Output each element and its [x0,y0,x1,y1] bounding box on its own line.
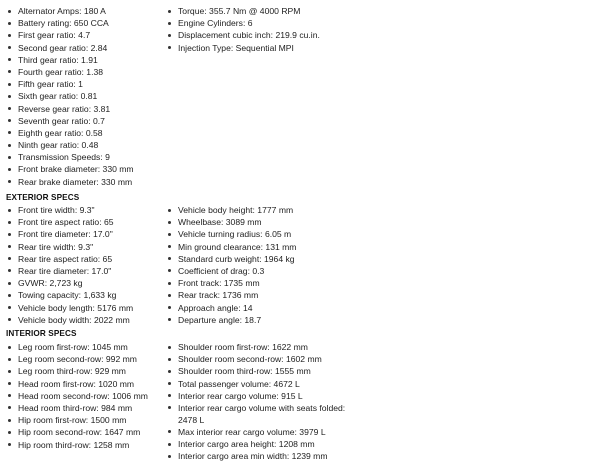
bullet-icon [8,443,11,446]
spec-text: Rear tire diameter: 17.0" [18,265,112,276]
bullet-icon [8,70,11,73]
spec-text: Hip room first-row: 1500 mm [18,415,127,426]
spec-text: Coefficient of drag: 0.3 [178,265,265,276]
bullet-icon [168,221,171,224]
spec-text: Reverse gear ratio: 3.81 [18,103,111,114]
bullet-icon [168,10,171,13]
spec-item [8,302,133,314]
spec-item [8,139,134,151]
spec-text: Seventh gear ratio: 0.7 [18,115,105,126]
spec-text: Departure angle: 18.7 [178,314,262,325]
spec-item [8,426,148,438]
bullet-icon [8,58,11,61]
spec-item [168,29,320,41]
bullet-icon [8,10,11,13]
spec-item [8,5,134,17]
spec-text: Sixth gear ratio: 0.81 [18,91,98,102]
spec-text: Min ground clearance: 131 mm [178,241,297,252]
mechanical-specs-right-list [168,5,320,54]
bullet-icon [8,209,11,212]
spec-item [168,17,320,29]
spec-text: Leg room first-row: 1045 mm [18,342,128,352]
exterior-specs-left-list [8,204,133,326]
spec-text: Head room first-row: 1020 mm [18,378,135,389]
spec-text: Third gear ratio: 1.91 [18,54,98,65]
spec-text: Front tire width: 9.3" [18,205,95,215]
bullet-icon [8,245,11,248]
spec-item [168,228,296,240]
spec-item [8,341,148,353]
spec-item [168,241,296,253]
spec-text: Interior cargo area min width: 1239 mm [178,451,328,462]
bullet-icon [168,455,171,458]
bullet-icon [8,168,11,171]
bullet-icon [168,306,171,309]
spec-item [8,115,134,127]
spec-item [168,265,296,277]
spec-text: Alternator Amps: 180 A [18,6,106,16]
spec-item [8,289,133,301]
spec-item [168,216,296,228]
spec-text: Front brake diameter: 330 mm [18,164,134,175]
bullet-icon [168,358,171,361]
spec-text: Leg room second-row: 992 mm [18,354,137,365]
spec-item [168,314,296,326]
spec-text: Interior rear cargo volume: 915 L [178,390,303,401]
spec-item [168,365,348,377]
bullet-icon [168,34,171,37]
interior-specs-heading: INTERIOR SPECS [6,329,77,338]
spec-text: Front tire diameter: 17.0" [18,229,113,240]
spec-item [8,228,133,240]
spec-item [8,127,134,139]
spec-text: Displacement cubic inch: 219.9 cu.in. [178,30,320,41]
bullet-icon [168,209,171,212]
bullet-icon [8,119,11,122]
spec-text: Ninth gear ratio: 0.48 [18,140,99,151]
bullet-icon [168,318,171,321]
spec-text: Towing capacity: 1,633 kg [18,290,117,301]
spec-text: Battery rating: 650 CCA [18,18,109,29]
spec-text: Rear brake diameter: 330 mm [18,176,133,187]
bullet-icon [8,233,11,236]
spec-item [8,253,133,265]
bullet-icon [8,419,11,422]
spec-text: Head room second-row: 1006 mm [18,390,148,401]
spec-text: Torque: 355.7 Nm @ 4000 RPM [178,6,301,16]
spec-text: First gear ratio: 4.7 [18,30,91,41]
exterior-specs-right-list [168,204,296,326]
spec-text: Approach angle: 14 [178,302,253,313]
spec-item [8,402,148,414]
bullet-icon [168,346,171,349]
bullet-icon [168,22,171,25]
spec-item [168,341,348,353]
spec-item [168,378,348,390]
spec-text: Total passenger volume: 4672 L [178,378,300,389]
bullet-icon [8,257,11,260]
bullet-icon [8,370,11,373]
bullet-icon [168,443,171,446]
spec-item [8,353,148,365]
bullet-icon [8,83,11,86]
bullet-icon [168,370,171,373]
bullet-icon [168,294,171,297]
spec-text: Interior rear cargo volume with seats folded: 2478 L [178,402,346,425]
spec-text: Vehicle body height: 1777 mm [178,205,294,215]
bullet-icon [168,269,171,272]
bullet-icon [168,430,171,433]
spec-text: Vehicle body width: 2022 mm [18,314,130,325]
bullet-icon [8,358,11,361]
spec-text: Vehicle body length: 5176 mm [18,302,134,313]
bullet-icon [8,221,11,224]
spec-text: Hip room third-row: 1258 mm [18,439,130,450]
spec-text: Engine Cylinders: 6 [178,18,253,29]
spec-text: Standard curb weight: 1964 kg [178,253,295,264]
spec-item [8,277,133,289]
bullet-icon [8,431,11,434]
spec-item [8,265,133,277]
spec-item [168,204,296,216]
bullet-icon [8,318,11,321]
spec-item [168,438,348,450]
bullet-icon [168,46,171,49]
spec-item [168,402,348,426]
spec-item [8,176,134,188]
bullet-icon [8,282,11,285]
spec-text: Interior cargo area height: 1208 mm [178,439,315,450]
spec-item [8,390,148,402]
spec-text: Front track: 1735 mm [178,278,260,289]
spec-text: Fifth gear ratio: 1 [18,79,83,90]
spec-item [168,5,320,17]
bullet-icon [8,394,11,397]
bullet-icon [168,257,171,260]
spec-item [8,204,133,216]
spec-text: Head room third-row: 984 mm [18,402,133,413]
spec-item [8,78,134,90]
bullet-icon [8,107,11,110]
spec-item [168,426,348,438]
bullet-icon [168,382,171,385]
bullet-icon [8,346,11,349]
spec-item [8,90,134,102]
spec-text: Rear track: 1736 mm [178,290,259,301]
spec-item [8,365,148,377]
spec-item [8,439,148,451]
spec-text: Shoulder room second-row: 1602 mm [178,354,322,365]
spec-text: Rear tire width: 9.3" [18,241,94,252]
spec-item [168,302,296,314]
bullet-icon [8,34,11,37]
spec-item [168,42,320,54]
mechanical-specs-left-list [8,5,134,188]
spec-item [168,277,296,289]
interior-specs-right-list [168,341,348,463]
interior-specs-left-list [8,341,148,451]
spec-text: Max interior rear cargo volume: 3979 L [178,426,326,437]
spec-item [8,241,133,253]
spec-text: Eighth gear ratio: 0.58 [18,127,103,138]
bullet-icon [8,95,11,98]
bullet-icon [8,294,11,297]
spec-text: Fourth gear ratio: 1.38 [18,66,104,77]
bullet-icon [8,269,11,272]
spec-item [8,163,134,175]
bullet-icon [168,394,171,397]
bullet-icon [168,245,171,248]
spec-text: Shoulder room third-row: 1555 mm [178,366,311,377]
spec-text: Transmission Speeds: 9 [18,152,110,163]
spec-text: Vehicle turning radius: 6.05 m [178,229,292,240]
spec-item [8,151,134,163]
bullet-icon [8,406,11,409]
bullet-icon [8,131,11,134]
spec-item [8,29,134,41]
spec-item [8,216,133,228]
spec-text: Rear tire aspect ratio: 65 [18,253,113,264]
spec-item [168,353,348,365]
bullet-icon [8,382,11,385]
spec-text: GVWR: 2,723 kg [18,278,83,289]
spec-text: Hip room second-row: 1647 mm [18,427,141,438]
bullet-icon [168,406,171,409]
spec-text: Second gear ratio: 2.84 [18,42,108,53]
spec-item [8,66,134,78]
bullet-icon [8,46,11,49]
spec-item [8,17,134,29]
spec-item [8,314,133,326]
spec-item [168,289,296,301]
bullet-icon [8,180,11,183]
bullet-icon [8,22,11,25]
bullet-icon [8,144,11,147]
spec-text: Shoulder room first-row: 1622 mm [178,342,308,352]
exterior-specs-heading: EXTERIOR SPECS [6,193,80,202]
spec-text: Wheelbase: 3089 mm [178,217,262,228]
spec-item [168,450,348,462]
spec-item [8,414,148,426]
bullet-icon [8,156,11,159]
spec-item [8,378,148,390]
spec-item [168,390,348,402]
spec-text: Injection Type: Sequential MPI [178,42,294,53]
bullet-icon [168,282,171,285]
spec-item [168,253,296,265]
spec-item [8,103,134,115]
bullet-icon [168,233,171,236]
spec-item [8,42,134,54]
spec-text: Leg room third-row: 929 mm [18,366,126,377]
spec-item [8,54,134,66]
bullet-icon [8,306,11,309]
spec-text: Front tire aspect ratio: 65 [18,217,114,228]
